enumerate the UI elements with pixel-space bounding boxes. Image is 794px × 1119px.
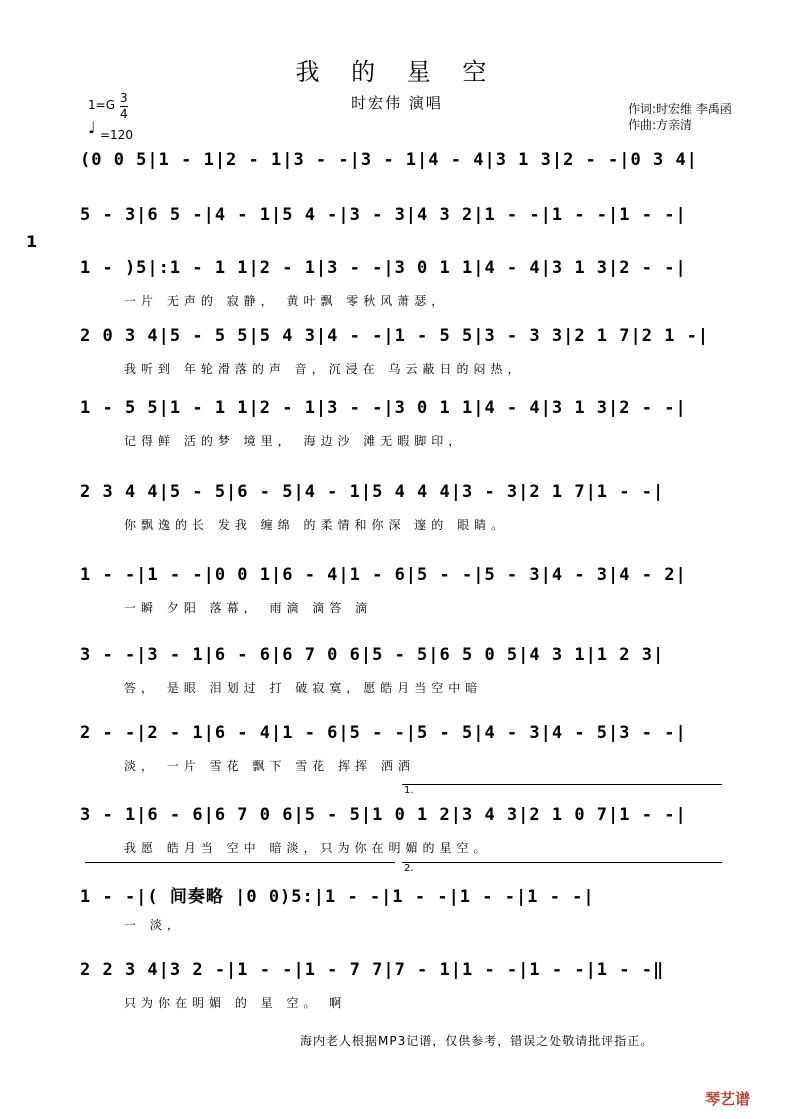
notation-line: 2 0 3 4|5 - 5 5|5 4 3|4 - -|1 - 5 5|3 - 3 3|2 1 7|2 1 -|: [80, 326, 710, 346]
lyric-line: 你飘逸的长 发我 缠绵 的柔情和你深 邃的 眼睛。: [124, 518, 509, 532]
volta-1-line: [402, 784, 722, 785]
lyricist-credit: 作词:时宏维 李禹函: [628, 102, 732, 116]
lyric-line: 我愿 皓月当 空中 暗淡，只为你在明媚的星空。: [124, 841, 491, 855]
performer: 时宏伟 演唱: [351, 94, 443, 112]
site-logo: 琴艺谱: [705, 1090, 751, 1108]
volta-1-label: 1.: [404, 785, 414, 796]
notation-line: (0 0 5|1 - 1|2 - 1|3 - -|3 - 1|4 - 4|3 1 3|2 - -|0 3 4|: [80, 150, 698, 170]
lyric-line: 一 淡，: [124, 918, 184, 932]
key-signature: 1=G: [88, 98, 115, 112]
composer-credit: 作曲:方亲清: [628, 118, 693, 132]
system-divider: [85, 862, 395, 863]
lyric-line: 一瞬 夕阳 落幕， 雨滴 滴答 滴: [124, 601, 373, 615]
notation-line: 5 - 3|6 5 -|4 - 1|5 4 -|3 - 3|4 3 2|1 - -|1 - -|1 - -|: [80, 205, 687, 225]
time-signature: [120, 91, 128, 122]
lyric-line: 我听到 年轮滑落的声 音，沉浸在 乌云蔽日的闷热，: [124, 362, 525, 376]
lyric-line: 只为你在明媚 的 星 空。 啊: [124, 996, 347, 1010]
volta-2-label: 2.: [404, 863, 414, 874]
lyric-line: 记得鲜 活的梦 境里， 海边沙 滩无暇脚印，: [124, 434, 466, 448]
notation-line: 2 - -|2 - 1|6 - 4|1 - 6|5 - -|5 - 5|4 - 3|4 - 5|3 - -|: [80, 723, 687, 743]
notation-line: 3 - -|3 - 1|6 - 6|6 7 0 6|5 - 5|6 5 0 5|4 3 1|1 2 3|: [80, 645, 665, 665]
lyric-line: 一片 无声的 寂静， 黄叶飘 零秋风萧瑟，: [124, 294, 449, 308]
lyric-line: 淡， 一片 雪花 飘下 雪花 挥挥 洒洒: [124, 759, 415, 773]
tempo-marking: =120: [100, 128, 133, 142]
notation-line: 1 - -|1 - -|0 0 1|6 - 4|1 - 6|5 - -|5 - 3|4 - 3|4 - 2|: [80, 565, 687, 585]
notation-line: 1 - )5|:1 - 1 1|2 - 1|3 - -|3 0 1 1|4 - 4|3 1 3|2 - -|: [80, 258, 687, 278]
notation-line: 3 - 1|6 - 6|6 7 0 6|5 - 5|1 0 1 2|3 4 3|2 1 0 7|1 - -|: [80, 805, 687, 825]
side-number: 1: [26, 232, 38, 251]
footnote: 海内老人根据MP3记谱，仅供参考，错误之处敬请批评指正。: [300, 1034, 654, 1048]
time-numerator: 3: [120, 91, 128, 105]
lyric-line: 答， 是眼 泪划过 打 破寂寞，愿皓月当空中暗: [124, 681, 483, 695]
quarter-note-icon: ♩: [88, 118, 96, 137]
volta-2-line: [402, 862, 722, 863]
notation-line: 2 2 3 4|3 2 -|1 - -|1 - 7 7|7 - 1|1 - -|1 - -|1 - -‖: [80, 960, 665, 980]
song-title: 我 的 星 空: [295, 58, 499, 86]
time-denominator: 4: [120, 107, 128, 121]
notation-line: 1 - -|( 间奏略 |0 0)5:|1 - -|1 - -|1 - -|1 - -|: [80, 887, 595, 907]
notation-line: 1 - 5 5|1 - 1 1|2 - 1|3 - -|3 0 1 1|4 - 4|3 1 3|2 - -|: [80, 398, 687, 418]
notation-line: 2 3 4 4|5 - 5|6 - 5|4 - 1|5 4 4 4|3 - 3|2 1 7|1 - -|: [80, 482, 665, 502]
